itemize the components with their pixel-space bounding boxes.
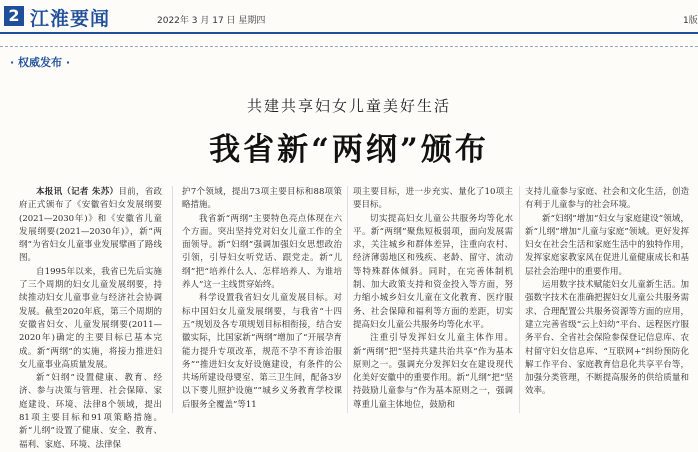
paragraph: 护7个领域，提出73项主要目标和88项策略措施。 — [182, 187, 342, 211]
paragraph: 运用数字技术赋能妇女儿童新生活。加强数字技术在准确把握妇女儿童公共服务需求、合理配置公共服务资源等方面的应用，建立完善省级“云上妇幼”平台、远程医疗服务平台、全省社会保险参保登记信息库、农村留守妇女信息库、“互联网+”纠纷预防化解工作平台、家庭教育信息化共享平台等，加强分类管理，不断提高服务的供给质量和效率。 — [525, 280, 689, 397]
paragraph — [19, 186, 162, 266]
page-header — [0, 0, 698, 34]
page-number: 2 — [4, 6, 24, 26]
paragraph: 新“妇纲”增加“妇女与家庭建设”领域，新“儿纲”增加“儿童与家庭”领域。更好发挥妇女在社会生活和家庭生活中的独特作用，发挥家庭家教家风在促进儿童健康成长和基层社会治理中的重要作用。 — [525, 213, 689, 277]
paragraph: 新“妇纲”设置健康、教育、经济、参与决策与管理、社会保障、家庭建设、环境、法律8个领域，提出81项主要目标和91项策略措施。新“儿纲”设置了健康、安全、教育、福利、家庭、环境、法律保 — [19, 373, 162, 450]
section-divider — [0, 46, 698, 47]
edition-label: 1版 — [683, 16, 698, 26]
article-column-2 — [182, 186, 342, 413]
column-divider — [172, 186, 173, 413]
header-rule — [0, 32, 698, 34]
byline: 本报讯（记者 朱苏） — [36, 187, 119, 197]
paragraph: 科学设置我省妇女儿童发展目标。对标中国妇女儿童发展纲要，与我省“十四五”规划及各专项规划目标相衔接，结合安徽实际，比国家新“两纲”增加了“开展孕育能力提升专项改革，规范不孕不育诊治服务”“推进妇女友好设施建设，有条件的公共场所建设母婴室、第三卫生间，配备3岁以下婴儿照护设施”“城乡义务教育学校课后服务全覆盖”等11 — [182, 293, 342, 410]
article-column-4 — [525, 186, 689, 413]
section-title: 江淮要闻 — [30, 8, 111, 30]
column-divider — [519, 186, 520, 413]
paragraph: 切实提高妇女儿童公共服务均等化水平。新“两纲”聚焦短板弱项，面向发展需求，关注城乡和群体差异，注重向农村、经济薄弱地区和残疾、老龄、留守、流动等特殊群体倾斜。同时，在完善体制机制、加大政策支持和资金投入等方面，努力缩小城乡妇女儿童在文化教育、医疗服务、社会保障和福利等方面的差距，切实提高妇女儿童公共服务均等化水平。 — [353, 213, 513, 330]
paragraph: 自1995年以来，我省已先后实施了三个周期的妇女儿童发展纲要，持续推动妇女儿童事业与经济社会协调发展。截至2020年底，第三个周期的安徽省妇女、儿童发展纲要(2011—2020年)确定的主要目标已基本完成。新“两纲”的实施，将接力推进妇女儿童事业高质量发展。 — [19, 266, 162, 370]
publication-date: 2022年 3 月 17 日 星期四 — [157, 16, 266, 26]
paragraph: 项主要目标，进一步充实、量化了10项主要目标。 — [353, 187, 513, 211]
paragraph: 注重引导发挥妇女儿童主体作用。新“两纲”把“坚持共建共治共享”作为基本原则之一。强调充分发挥妇女在建设现代化美好安徽中的重要作用。新“儿纲”把“坚持鼓励儿童参与”作为基本原则之一，强调尊重儿童主体地位，鼓励和 — [353, 333, 513, 410]
column-divider — [347, 186, 348, 413]
article-title: 我省新“两纲”颁布 — [209, 132, 489, 168]
paragraph: 我省新“两纲”主要特色亮点体现在六个方面。突出坚持党对妇女儿童工作的全面领导。新“妇纲”强调加强妇女思想政治引领，引导妇女听党话、跟党走。新“儿纲”把“培养什么人、怎样培养人、为谁培养人”这一主线贯穿始终。 — [182, 213, 342, 291]
article-column-3 — [353, 186, 513, 413]
column-tag: · 权威发布 · — [10, 56, 71, 69]
paragraph-text: 目前，省政府正式颁布了《安徽省妇女发展纲要(2021—2030年)》和《安徽省儿童发展纲要(2021—2030年)》，新“两纲”为省妇女儿童事业发展擘画了路线图。 — [19, 187, 162, 264]
article-subtitle: 共建共享妇女儿童美好生活 — [246, 97, 451, 115]
paragraph: 支持儿童参与家庭、社会和文化生活，创造有利于儿童参与的社会环境。 — [525, 187, 689, 211]
article-column-1 — [19, 186, 162, 450]
